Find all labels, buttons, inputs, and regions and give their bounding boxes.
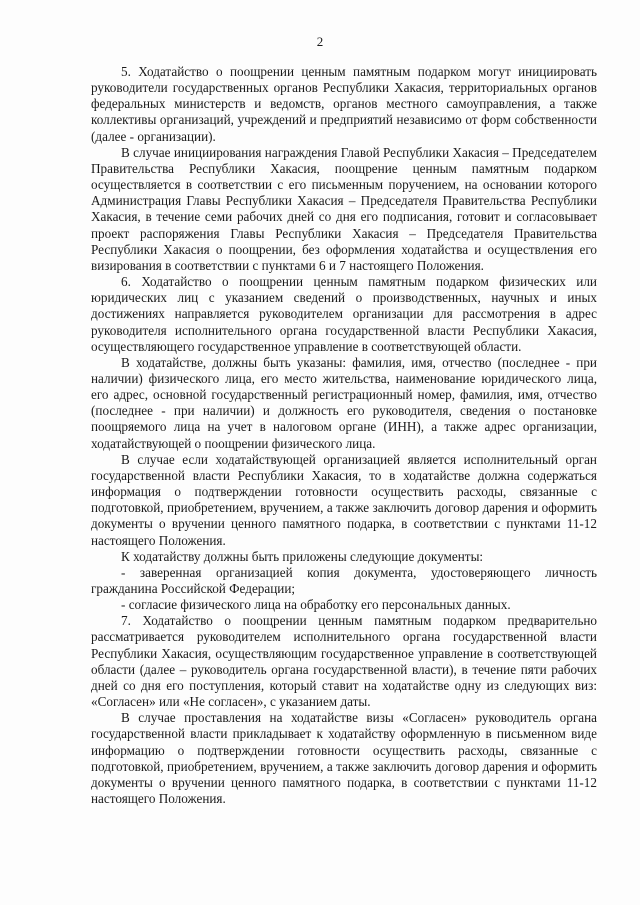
paragraph-head-initiation: В случае инициирования награждения Главой Республики Хакасия – Председателем Правительства Республики Хакасия, поощрение ценным памятным подарком осуществляется в соответствии с его письменным поручением, на основании которого Администрация Главы Республики Хакасия – Председателя Правительства Республики Хакасия, в течение семи рабочих дней со дня его подписания, готовит и согласовывает проект распоряжения Главы Республики Хакасия – Председателя Правительства Республики Хакасия о поощрении, без оформления ходатайства и осуществления его визирования в соответствии с пунктами 6 и 7 настоящего Положения.: [91, 144, 597, 273]
list-item-consent: - согласие физического лица на обработку его персональных данных.: [121, 597, 511, 613]
paragraph-7: 7. Ходатайство о поощрении ценным памятным подарком предварительно рассматривается руководителем исполнительного органа государственной власти Республики Хакасия, осуществляющим государственное управление в соответствующей области (далее – руководитель органа государственной власти), в течение пяти рабочих дней со дня его поступления, который ставит на ходатайстве одну из следующих виз: «Согласен» или «Не согласен», с указанием даты.: [91, 613, 597, 710]
paragraph-6: 6. Ходатайство о поощрении ценным памятным подарком физических или юридических лиц с указанием сведений о производственных, научных и иных достижениях направляется руководителем организации для рассмотрения в адрес руководителя исполнительного органа государственной власти Республики Хакасия, осуществляющего государственное управление в соответствующей области.: [91, 274, 597, 354]
document-body: [91, 64, 597, 807]
paragraph-attachments-intro: К ходатайству должны быть приложены следующие документы:: [121, 548, 484, 564]
list-item-passport-copy: - заверенная организацией копия документа, удостоверяющего личность гражданина Российской Федерации;: [91, 564, 597, 596]
paragraph-petition-contents: В ходатайстве, должны быть указаны: фамилия, имя, отчество (последнее - при наличии) физического лица, его место жительства, наименование юридического лица, его адрес, основной государственный регистрационный номер, фамилия, имя, отчество (последнее - при наличии) и должность его руководителя, сведения о постановке поощряемого лица на учет в налоговом органе (ИНН), а также адрес организации, ходатайствующей о поощрении физического лица.: [91, 354, 597, 451]
paragraph-5: 5. Ходатайство о поощрении ценным памятным подарком могут инициировать руководители государственных органов Республики Хакасия, территориальных органов федеральных министерств и ведомств, органов местного самоуправления, а также коллективы организаций, учреждений и предприятий независимо от форм собственности (далее - организации).: [91, 64, 597, 144]
page-number: 2: [316, 34, 324, 49]
paragraph-executive-body-case: В случае если ходатайствующей организацией является исполнительный орган государственной власти Республики Хакасия, то в ходатайстве должна содержаться информация о подтверждении готовности осуществить расходы, связанные с подготовкой, приобретением, вручением, а также заключить договор дарения и оформить документы о вручении ценного памятного подарка, в соответствии с пунктами 11-12 настоящего Положения.: [91, 451, 597, 548]
paragraph-agree-visa: В случае проставления на ходатайстве визы «Согласен» руководитель органа государственной власти прикладывает к ходатайству оформленную в письменном виде информацию о подтверждении готовности осуществить расходы, связанные с подготовкой, приобретением, вручением, а также заключить договор дарения и оформить документы о вручении ценного памятного подарка, в соответствии с пунктами 11-12 настоящего Положения.: [91, 710, 597, 807]
